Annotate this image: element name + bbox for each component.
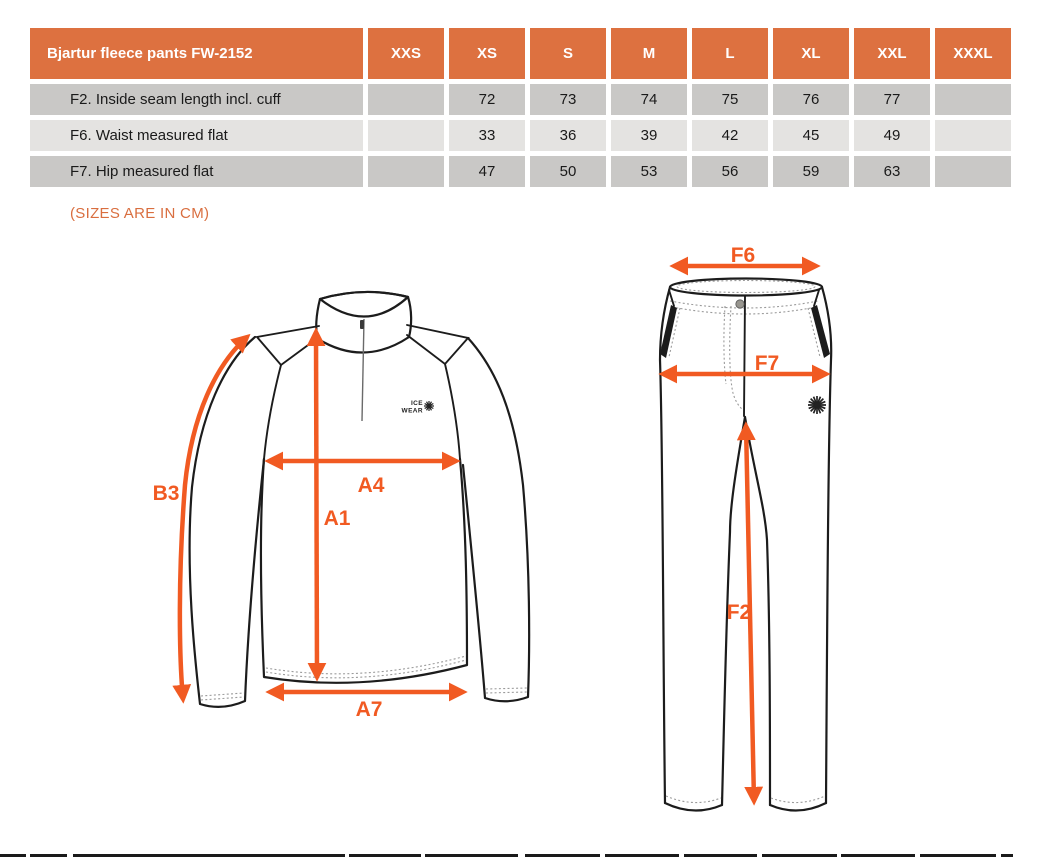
logo-text-wear: WEAR bbox=[401, 407, 423, 415]
table-row bbox=[30, 156, 1011, 187]
value-cell bbox=[935, 84, 1011, 115]
fleece-top-measurement-diagram bbox=[140, 275, 570, 745]
size-header-s: S bbox=[530, 28, 606, 79]
value-cell: 36 bbox=[530, 120, 606, 151]
table-border-segment bbox=[841, 854, 915, 857]
value-cell: 47 bbox=[449, 156, 525, 187]
value-cell: 59 bbox=[773, 156, 849, 187]
value-cell: 39 bbox=[611, 120, 687, 151]
label-A4: A4 bbox=[357, 474, 385, 497]
row-label: F7. Hip measured flat bbox=[30, 156, 363, 187]
value-cell: 75 bbox=[692, 84, 768, 115]
label-F2: F2 bbox=[726, 601, 752, 624]
value-cell: 53 bbox=[611, 156, 687, 187]
pants-measurement-diagram bbox=[630, 240, 860, 825]
value-cell bbox=[935, 156, 1011, 187]
label-F7: F7 bbox=[754, 352, 780, 375]
value-cell: 72 bbox=[449, 84, 525, 115]
value-cell bbox=[368, 84, 444, 115]
sizes-unit-note: (SIZES ARE IN CM) bbox=[70, 205, 210, 222]
table-border-segment bbox=[525, 854, 600, 857]
waist-button bbox=[736, 300, 744, 308]
table-border-segment bbox=[73, 854, 345, 857]
size-header-xl: XL bbox=[773, 28, 849, 79]
label-B3: B3 bbox=[152, 482, 180, 505]
table-border-segment bbox=[605, 854, 679, 857]
value-cell bbox=[935, 120, 1011, 151]
arrow-A1-length bbox=[316, 332, 317, 677]
size-header-m: M bbox=[611, 28, 687, 79]
table-border-segment bbox=[762, 854, 837, 857]
table-border-segment bbox=[0, 854, 26, 857]
table-border-segment bbox=[30, 854, 67, 857]
table-border-segment bbox=[349, 854, 421, 857]
table-header-row bbox=[30, 28, 1011, 79]
zipper-line bbox=[362, 319, 364, 421]
table-border-segment bbox=[1001, 854, 1013, 857]
value-cell: 50 bbox=[530, 156, 606, 187]
zipper-pull bbox=[360, 320, 364, 329]
collar-inner bbox=[320, 292, 408, 317]
value-cell: 76 bbox=[773, 84, 849, 115]
value-cell: 42 bbox=[692, 120, 768, 151]
size-header-l: L bbox=[692, 28, 768, 79]
table-row bbox=[30, 120, 1011, 151]
size-header-xxs: XXS bbox=[368, 28, 444, 79]
table-title-cell: Bjartur fleece pants FW-2152 bbox=[30, 28, 363, 79]
logo-text-ice: ICE bbox=[410, 400, 423, 407]
row-label: F2. Inside seam length incl. cuff bbox=[30, 84, 363, 115]
next-table-top-border bbox=[0, 854, 1040, 857]
value-cell: 74 bbox=[611, 84, 687, 115]
value-cell: 63 bbox=[854, 156, 930, 187]
label-F6: F6 bbox=[730, 244, 756, 267]
snowflake-icon bbox=[424, 401, 434, 411]
table-border-segment bbox=[425, 854, 518, 857]
size-header-xxxl: XXXL bbox=[935, 28, 1011, 79]
value-cell: 56 bbox=[692, 156, 768, 187]
label-A1: A1 bbox=[323, 507, 351, 530]
value-cell: 49 bbox=[854, 120, 930, 151]
size-header-xxl: XXL bbox=[854, 28, 930, 79]
value-cell bbox=[368, 120, 444, 151]
table-border-segment bbox=[684, 854, 757, 857]
shirt-drawing bbox=[190, 292, 530, 707]
value-cell: 33 bbox=[449, 120, 525, 151]
shirt-measurement-arrows bbox=[153, 332, 463, 721]
value-cell: 45 bbox=[773, 120, 849, 151]
snowflake-icon bbox=[808, 396, 826, 414]
size-table bbox=[30, 28, 1011, 187]
table-row bbox=[30, 84, 1011, 115]
label-A7: A7 bbox=[355, 698, 383, 721]
value-cell: 73 bbox=[530, 84, 606, 115]
value-cell: 77 bbox=[854, 84, 930, 115]
table-border-segment bbox=[920, 854, 996, 857]
value-cell bbox=[368, 156, 444, 187]
pants-drawing bbox=[660, 279, 831, 811]
row-label: F6. Waist measured flat bbox=[30, 120, 363, 151]
size-header-xs: XS bbox=[449, 28, 525, 79]
